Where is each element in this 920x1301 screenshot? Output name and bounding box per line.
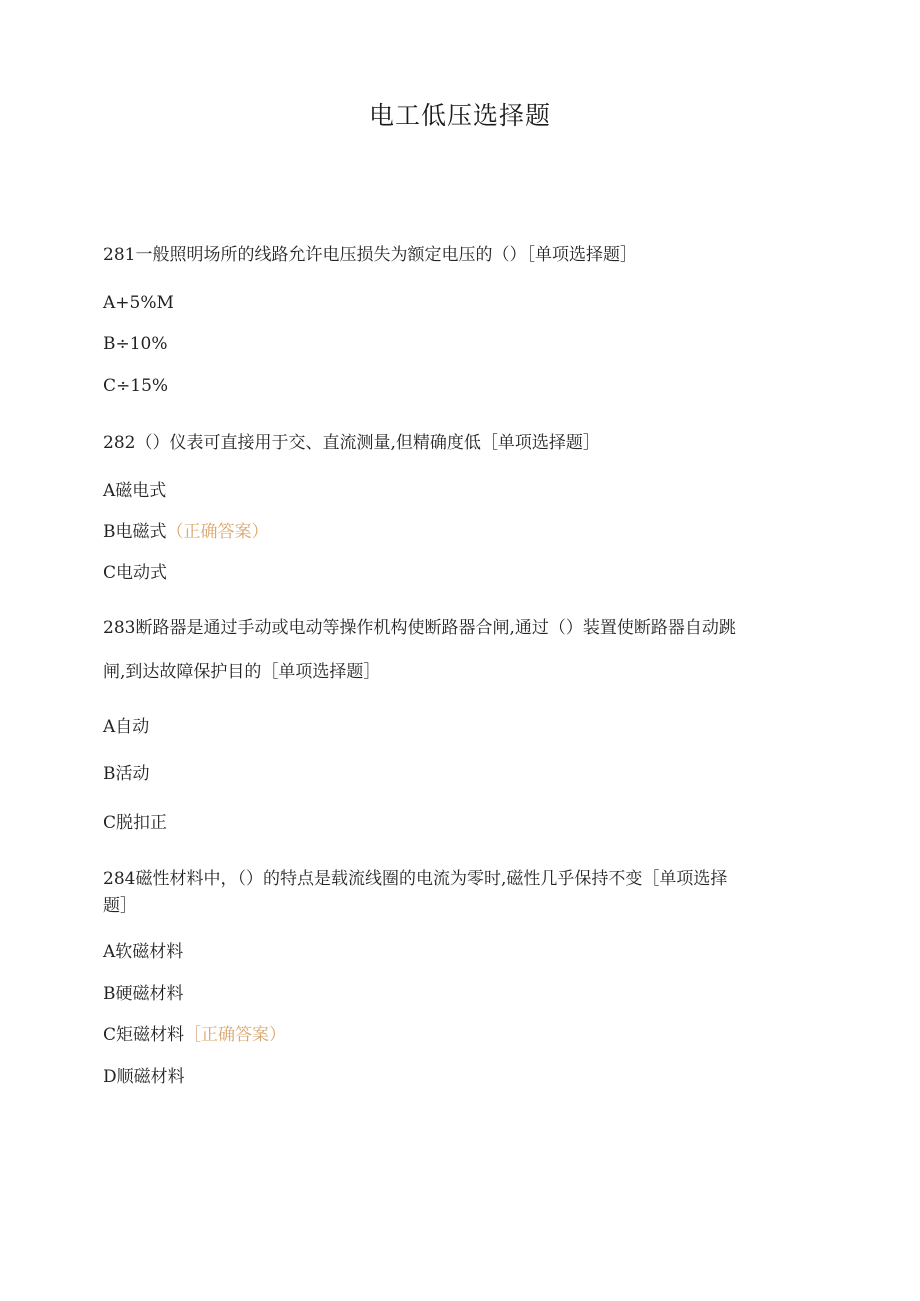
option-b: B硬磁材料 <box>103 984 184 1004</box>
correct-answer-mark: ［正确答案） <box>184 1025 287 1045</box>
option-c: C脱扣正 <box>103 813 168 833</box>
option-label: C矩磁材料 <box>103 1025 185 1045</box>
option-b: B÷10% <box>103 334 168 354</box>
option-c: C电动式 <box>103 563 168 583</box>
option-d: D顺磁材料 <box>103 1067 185 1087</box>
option-a: A自动 <box>103 717 150 737</box>
option-c <box>103 1020 286 1045</box>
question-text: 281一般照明场所的线路允许电压损失为额定电压的（）［单项选择题］ <box>103 245 637 265</box>
option-a: A磁电式 <box>103 481 167 501</box>
option-label: B电磁式 <box>103 522 167 542</box>
option-b <box>103 517 269 542</box>
option-a: A+5%M <box>103 293 174 313</box>
option-b: B活动 <box>103 764 150 784</box>
document-title: 电工低压选择题 <box>368 101 551 130</box>
question-text: 282（）仪表可直接用于交、直流测量,但精确度低［单项选择题］ <box>103 433 600 453</box>
question-text-line-1: 284磁性材料中，（）的特点是载流线圈的电流为零时,磁性几乎保持不变［单项选择 <box>103 869 728 889</box>
option-a: A软磁材料 <box>103 942 184 962</box>
option-c: C÷15% <box>103 376 169 396</box>
question-text-line-2: 题］ <box>103 896 137 916</box>
question-text-line-2: 闸,到达故障保护目的［单项选择题］ <box>103 662 381 682</box>
question-text-line-1: 283断路器是通过手动或电动等操作机构使断路器合闸,通过（）装置使断路器自动跳 <box>103 618 736 638</box>
correct-answer-mark: （正确答案） <box>166 522 269 542</box>
